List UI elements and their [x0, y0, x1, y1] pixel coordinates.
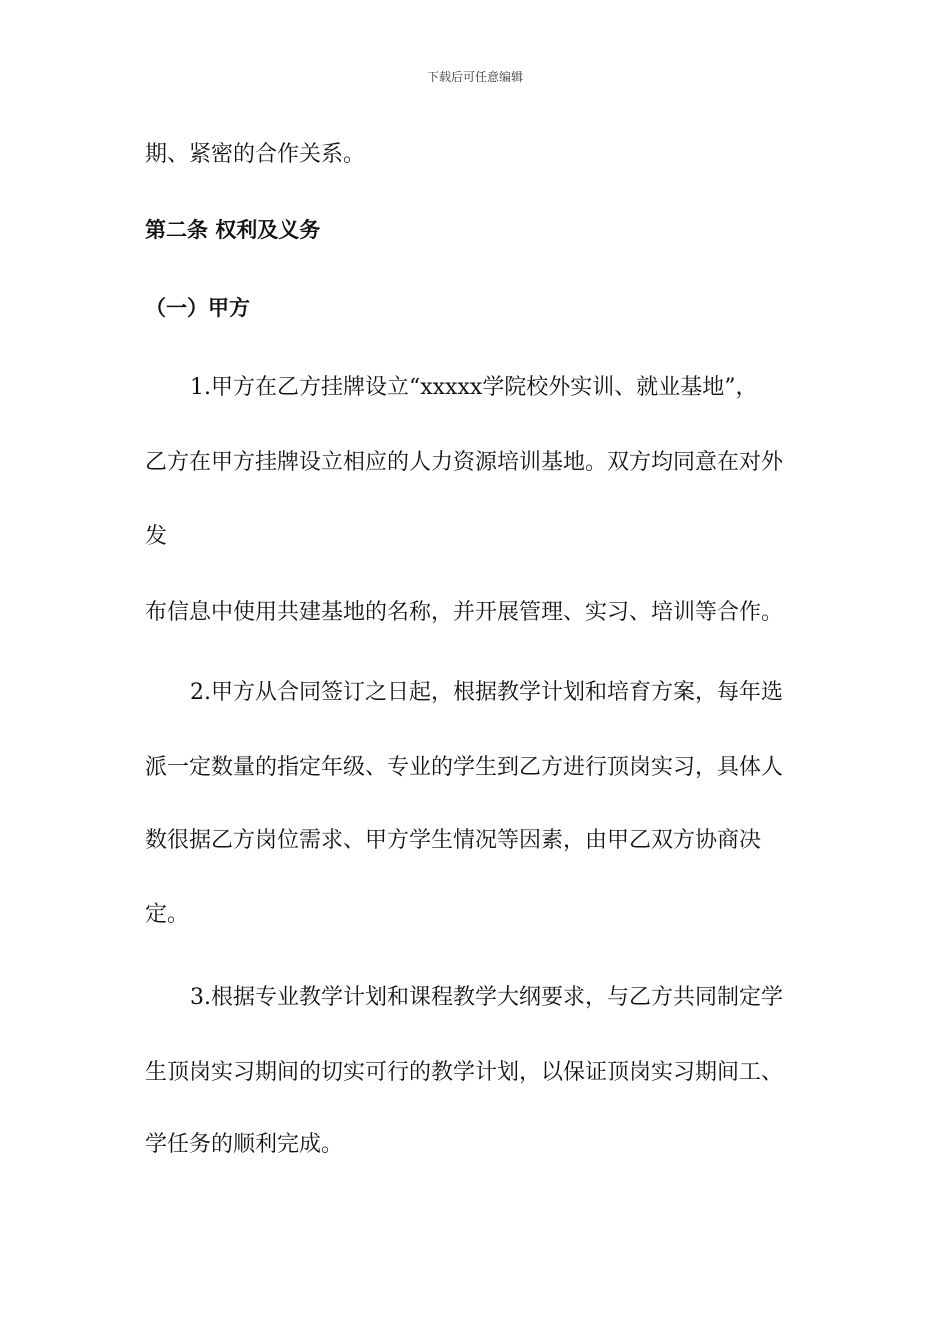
section-heading: 第二条 权利及义务	[145, 218, 321, 242]
paragraph-line: 期、紧密的合作关系。	[145, 142, 366, 167]
paragraph-line: 数很据乙方岗位需求、甲方学生情况等因素，由甲乙双方协商决	[145, 828, 762, 853]
subsection-heading: （一）甲方	[145, 296, 250, 320]
paragraph-line: 学任务的顺利完成。	[145, 1132, 344, 1157]
paragraph-line: 乙方在甲方挂牌设立相应的人力资源培训基地。双方均同意在对外	[145, 450, 784, 475]
paragraph-line: 生顶岗实习期间的切实可行的教学计划，以保证顶岗实习期间工、	[145, 1060, 784, 1085]
paragraph-line: 定。	[145, 902, 190, 927]
paragraph-line: 3.根据专业教学计划和课程教学大纲要求，与乙方共同制定学	[190, 985, 783, 1010]
paragraph-line: 布信息中使用共建基地的名称，并开展管理、实习、培训等合作。	[145, 600, 784, 625]
paragraph-line: 发	[145, 524, 168, 549]
page-header-note: 下载后可任意编辑	[426, 70, 523, 84]
paragraph-line: 派一定数量的指定年级、专业的学生到乙方进行顶岗实习，具体人	[145, 755, 784, 780]
paragraph-line: 1.甲方在乙方挂牌设立“xxxxx学院校外实训、就业基地”，	[190, 375, 758, 400]
paragraph-line: 2.甲方从合同签订之日起，根据教学计划和培育方案，每年选	[190, 680, 783, 705]
